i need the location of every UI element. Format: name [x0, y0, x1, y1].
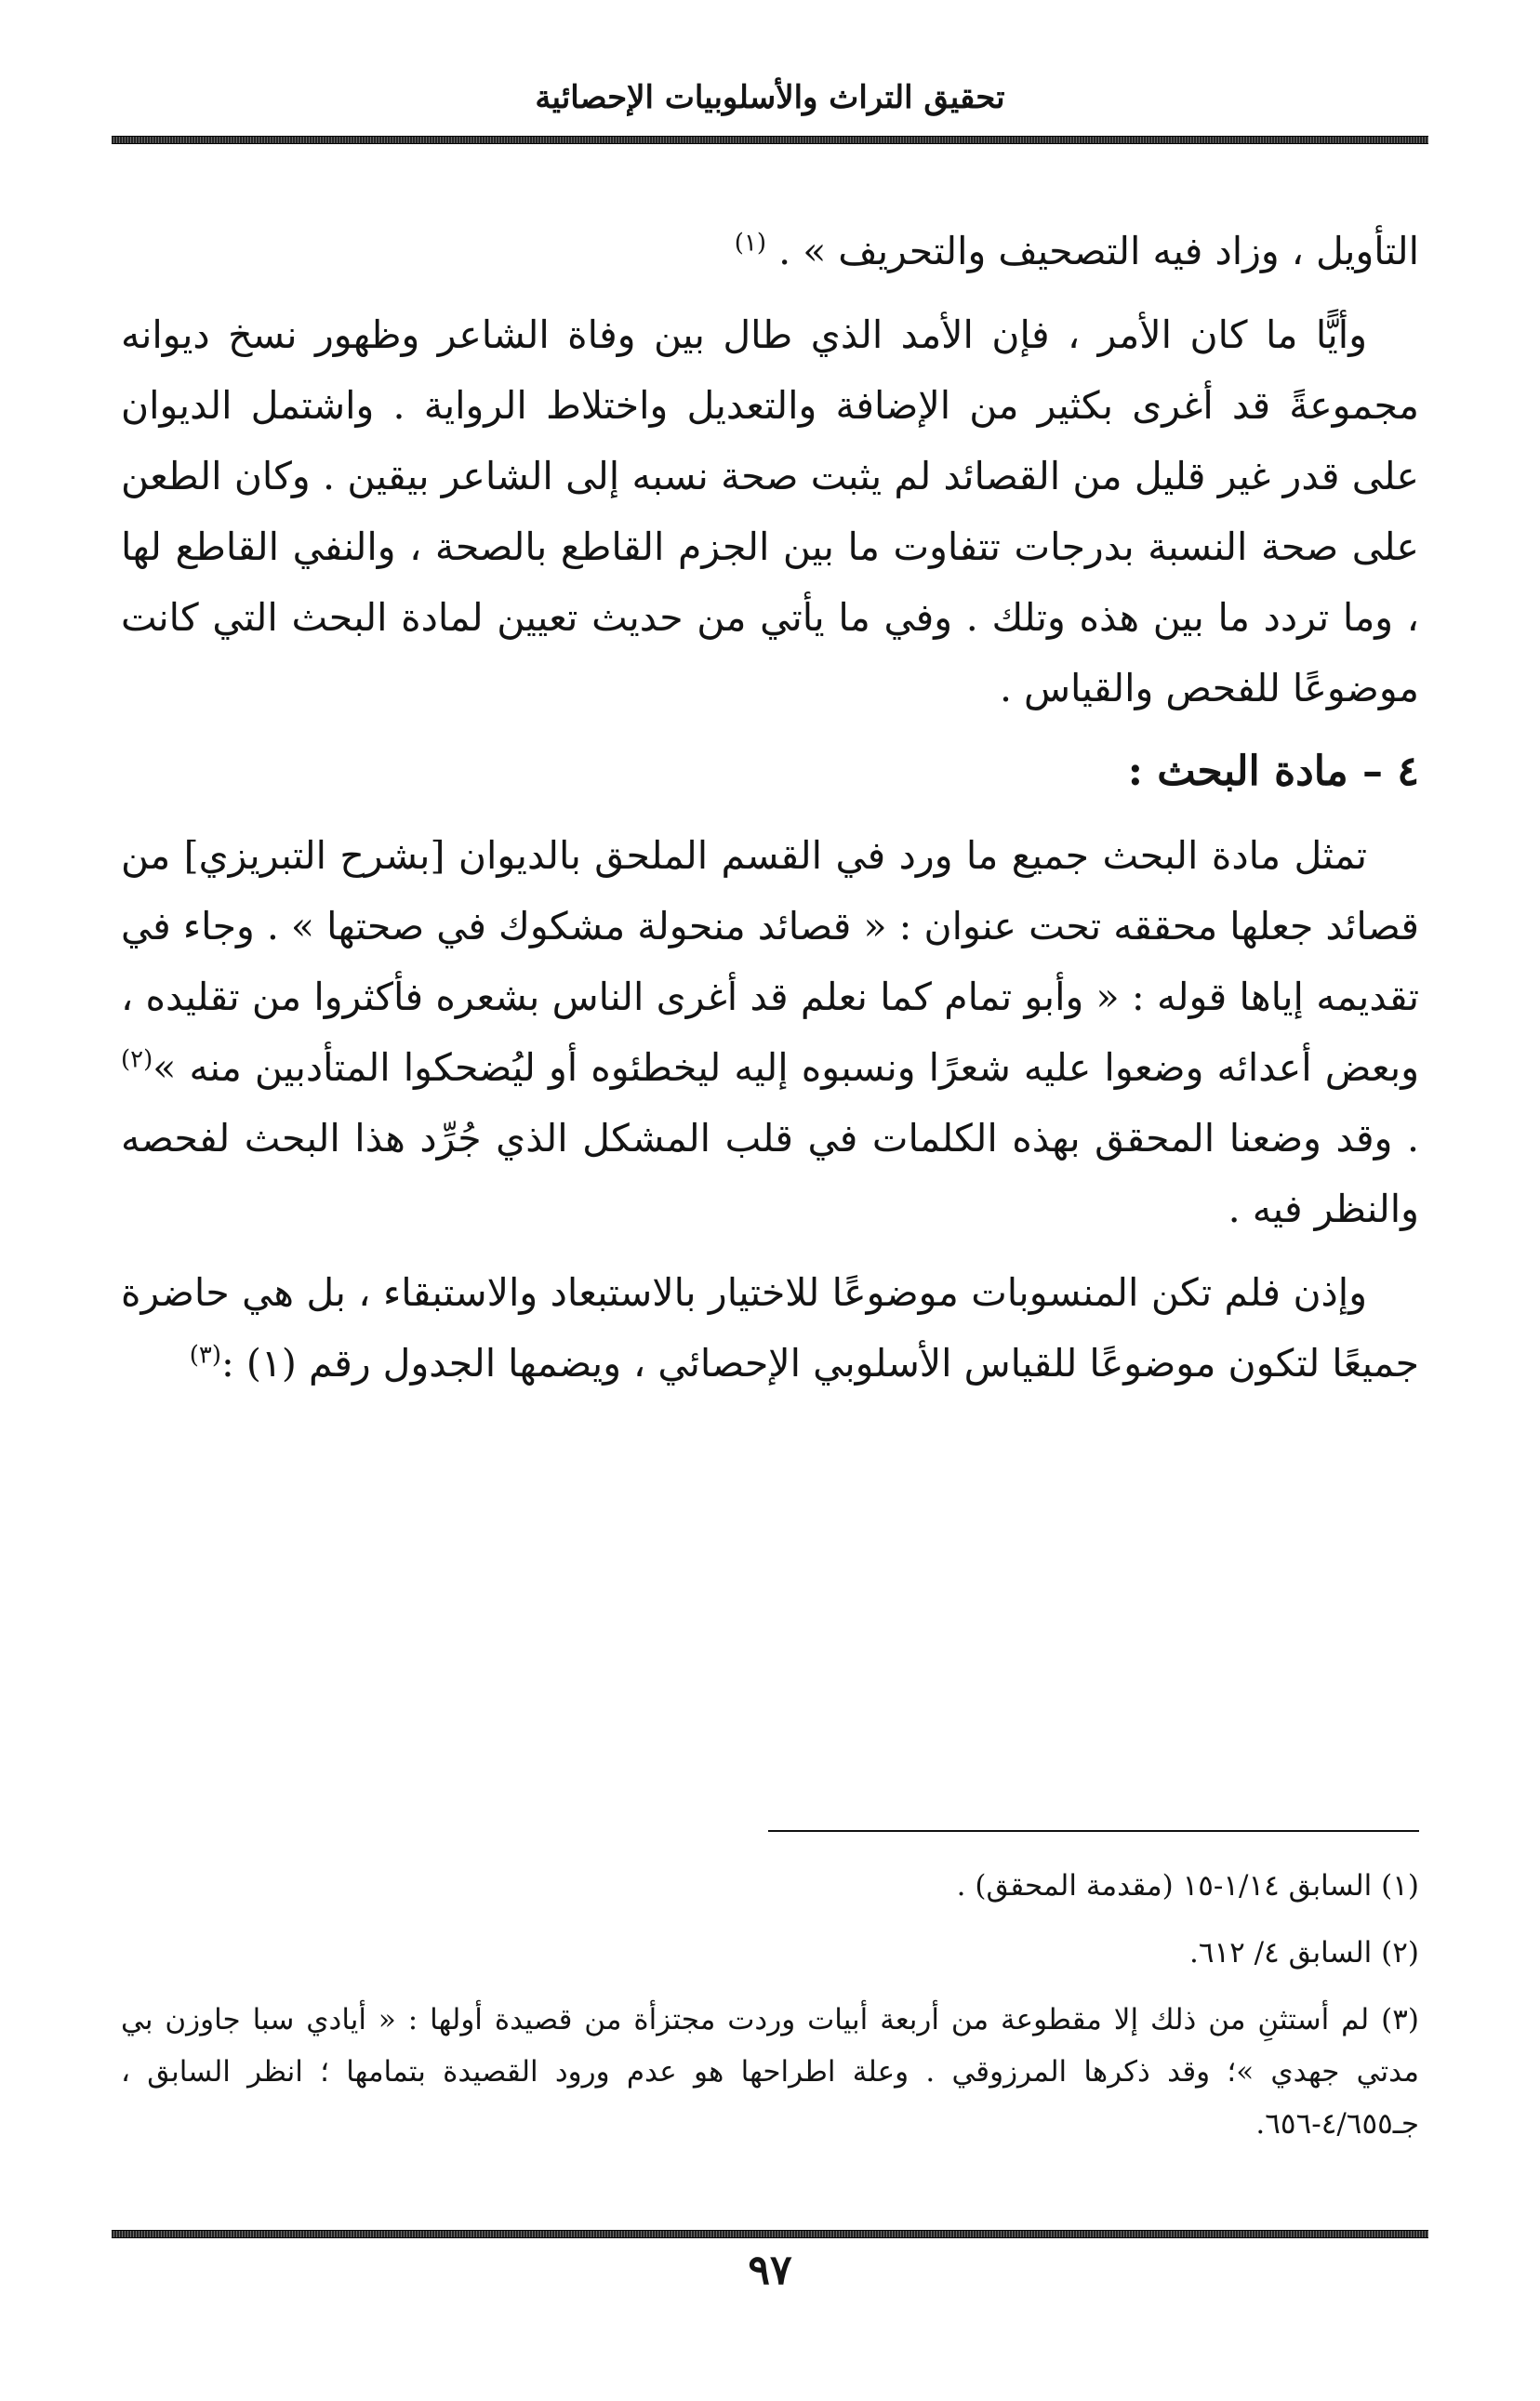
footnote-separator [768, 1830, 1419, 1832]
footnote-ref-3: (٣) [189, 1341, 222, 1370]
paragraph-3 [121, 820, 1419, 1244]
paragraph-3-text-b: . وقد وضعنا المحقق بهذه الكلمات في قلب المشكل الذي جُرِّد هذا البحث لفحصه والنظر فيه . [121, 1116, 1419, 1231]
footnote-ref-1: (١) [734, 229, 767, 258]
footnote-3: (٣) لم أستثنِ من ذلك إلا مقطوعة من أربعة أبيات وردت مجتزأة من قصيدة أولها : « أيادي سبا جاوزن بي مدتي جهدي »؛ وقد ذكرها المرزوقي . وعلة اطراحها هو عدم ورود القصيدة بتمامها ؛ انظر السابق ، جـ٤/٦٥٥-٦٥٦. [121, 2003, 1419, 2141]
footnote-1: (١) السابق ١/١٤-١٥ (مقدمة المحقق) . [956, 1869, 1419, 1903]
footnotes [121, 1860, 1419, 2165]
paragraph-continuation [121, 216, 1419, 286]
section-heading: ٤ – مادة البحث : [1127, 748, 1419, 795]
paragraph-3-text-a: تمثل مادة البحث جميع ما ورد في القسم الملحق بالديوان [بشرح التبريزي] من قصائد جعلها محققه تحت عنوان : « قصائد منحولة مشكوك في صحتها » . وجاء في تقديمه إياها قوله : « وأبو تمام كما نعلم قد أغرى الناس بشعره فأكثروا من تقليده ، وبعض أعدائه وضعوا عليه شعرًا ونسبوه إليه ليخطئوه أو ليُضحكوا المتأدبين منه » [121, 833, 1419, 1090]
footnote-ref-2: (٢) [121, 1045, 153, 1074]
footnote-2: (٢) السابق ٤/ ٦١٢. [1189, 1936, 1419, 1970]
main-text [121, 216, 1419, 1412]
paragraph-4-text: وإذن فلم تكن المنسوبات موضوعًا للاختيار بالاستبعاد والاستبقاء ، بل هي حاضرة جميعًا لتكون موضوعًا للقياس الأسلوبي الإحصائي ، ويضمها الجدول رقم (١) : [121, 1270, 1419, 1386]
paragraph-1-text: التأويل ، وزاد فيه التصحيف والتحريف » . [778, 229, 1419, 273]
page-number: ٩٧ [748, 2247, 792, 2294]
footer-rule [112, 2230, 1428, 2238]
header-rule [112, 136, 1428, 144]
paragraph-4 [121, 1257, 1419, 1399]
running-head: تحقيق التراث والأسلوبيات الإحصائية [535, 79, 1005, 116]
paragraph-2: وأيًّا ما كان الأمر ، فإن الأمد الذي طال بين وفاة الشاعر وظهور نسخ ديوانه مجموعةً قد أغرى بكثير من الإضافة والتعديل واختلاط الرواية . واشتمل الديوان على قدر غير قليل من القصائد لم يثبت صحة نسبه إلى الشاعر بيقين . وكان الطعن على صحة النسبة بدرجات تتفاوت ما بين الجزم القاطع بالصحة ، والنفي القاطع لها ، وما تردد ما بين هذه وتلك . وفي ما يأتي من حديث تعيين لمادة البحث التي كانت موضوعًا للفحص والقياس . [121, 312, 1419, 710]
